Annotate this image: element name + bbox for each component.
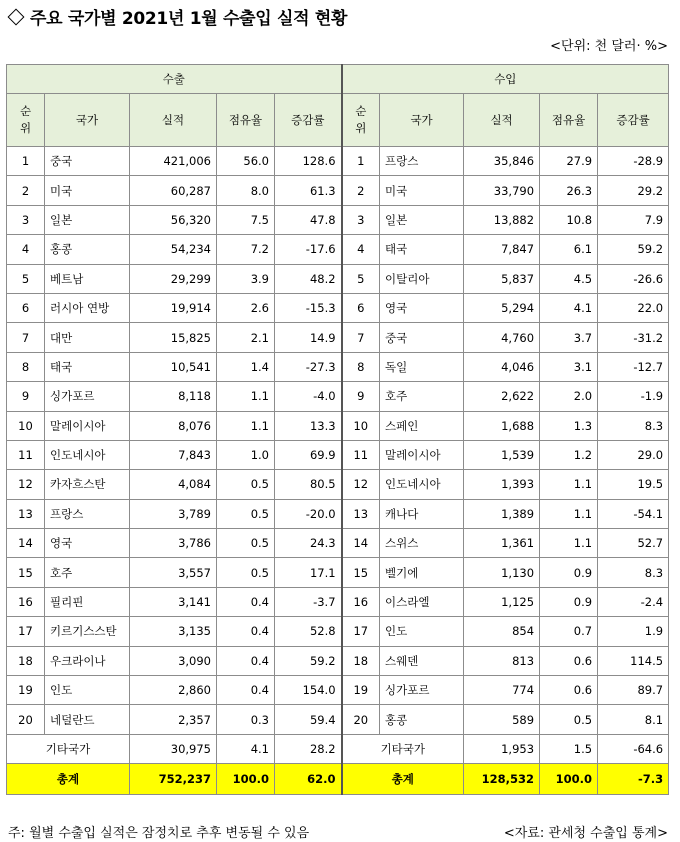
export-amount-cell: 3,786 <box>130 529 217 558</box>
export-share-cell: 0.5 <box>217 558 275 587</box>
import-amount-cell: 1,125 <box>464 587 540 616</box>
import-amount-cell: 774 <box>464 676 540 705</box>
export-country-cell: 대만 <box>45 323 130 352</box>
export-change-cell: 13.3 <box>275 411 342 440</box>
export-change-cell: -17.6 <box>275 235 342 264</box>
total-export-amount: 752,237 <box>130 764 217 795</box>
export-share-cell: 7.2 <box>217 235 275 264</box>
table-row <box>7 676 669 705</box>
import-rank-cell: 7 <box>342 323 380 352</box>
export-amount-cell: 3,789 <box>130 499 217 528</box>
export-country-cell: 카자흐스탄 <box>45 470 130 499</box>
export-amount-header: 실적 <box>130 94 217 147</box>
import-country-cell: 스웨덴 <box>380 646 464 675</box>
others-import-amount: 1,953 <box>464 734 540 763</box>
import-rank-cell: 4 <box>342 235 380 264</box>
table-row <box>7 352 669 381</box>
export-share-cell: 0.4 <box>217 676 275 705</box>
export-share-cell: 1.0 <box>217 440 275 469</box>
export-share-cell: 0.3 <box>217 705 275 734</box>
import-rank-cell: 13 <box>342 499 380 528</box>
import-rank-cell: 19 <box>342 676 380 705</box>
import-change-cell: -54.1 <box>598 499 669 528</box>
export-share-cell: 2.1 <box>217 323 275 352</box>
import-share-cell: 10.8 <box>540 205 598 234</box>
total-import-amount: 128,532 <box>464 764 540 795</box>
import-rank-cell: 20 <box>342 705 380 734</box>
import-amount-cell: 589 <box>464 705 540 734</box>
import-share-cell: 27.9 <box>540 147 598 176</box>
import-change-cell: 29.2 <box>598 176 669 205</box>
export-amount-cell: 54,234 <box>130 235 217 264</box>
others-import-change: -64.6 <box>598 734 669 763</box>
import-amount-cell: 4,760 <box>464 323 540 352</box>
total-export-change: 62.0 <box>275 764 342 795</box>
import-amount-cell: 1,361 <box>464 529 540 558</box>
export-change-cell: -15.3 <box>275 293 342 322</box>
import-share-cell: 6.1 <box>540 235 598 264</box>
table-row <box>7 646 669 675</box>
import-share-cell: 1.2 <box>540 440 598 469</box>
table-row <box>7 705 669 734</box>
export-amount-cell: 15,825 <box>130 323 217 352</box>
rank-header-bottom: 위 <box>355 121 367 135</box>
import-rank-cell: 14 <box>342 529 380 558</box>
table-row <box>7 499 669 528</box>
export-rank-cell: 17 <box>7 617 45 646</box>
export-amount-cell: 8,076 <box>130 411 217 440</box>
import-country-cell: 스위스 <box>380 529 464 558</box>
export-rank-cell: 20 <box>7 705 45 734</box>
import-change-cell: 7.9 <box>598 205 669 234</box>
import-rank-header <box>342 94 380 147</box>
import-change-cell: 19.5 <box>598 470 669 499</box>
import-change-cell: 114.5 <box>598 646 669 675</box>
table-row <box>7 264 669 293</box>
export-country-cell: 중국 <box>45 147 130 176</box>
export-country-header: 국가 <box>45 94 130 147</box>
export-rank-cell: 5 <box>7 264 45 293</box>
export-country-cell: 말레이시아 <box>45 411 130 440</box>
import-country-cell: 프랑스 <box>380 147 464 176</box>
export-rank-cell: 6 <box>7 293 45 322</box>
others-export-amount: 30,975 <box>130 734 217 763</box>
export-rank-cell: 15 <box>7 558 45 587</box>
export-change-cell: 128.6 <box>275 147 342 176</box>
export-rank-cell: 2 <box>7 176 45 205</box>
others-import-share: 1.5 <box>540 734 598 763</box>
export-country-cell: 일본 <box>45 205 130 234</box>
export-share-cell: 1.1 <box>217 382 275 411</box>
source-note: <자료: 관세청 수출입 통계> <box>503 826 668 841</box>
import-share-cell: 0.7 <box>540 617 598 646</box>
export-amount-cell: 19,914 <box>130 293 217 322</box>
import-amount-cell: 13,882 <box>464 205 540 234</box>
import-country-cell: 영국 <box>380 293 464 322</box>
table-row <box>7 411 669 440</box>
import-share-cell: 1.3 <box>540 411 598 440</box>
import-change-cell: 1.9 <box>598 617 669 646</box>
export-change-cell: -3.7 <box>275 587 342 616</box>
others-export-label: 기타국가 <box>7 734 130 763</box>
import-change-cell: 89.7 <box>598 676 669 705</box>
export-share-cell: 1.4 <box>217 352 275 381</box>
import-rank-cell: 12 <box>342 470 380 499</box>
rank-header-bottom: 위 <box>19 121 32 135</box>
export-country-cell: 영국 <box>45 529 130 558</box>
import-rank-cell: 5 <box>342 264 380 293</box>
import-share-cell: 3.1 <box>540 352 598 381</box>
export-change-cell: 24.3 <box>275 529 342 558</box>
others-export-share: 4.1 <box>217 734 275 763</box>
import-change-cell: 8.3 <box>598 558 669 587</box>
import-amount-cell: 33,790 <box>464 176 540 205</box>
export-country-cell: 미국 <box>45 176 130 205</box>
import-share-cell: 2.0 <box>540 382 598 411</box>
import-rank-cell: 15 <box>342 558 380 587</box>
export-rank-cell: 11 <box>7 440 45 469</box>
export-amount-cell: 10,541 <box>130 352 217 381</box>
table-row <box>7 293 669 322</box>
rank-header-top: 순 <box>355 104 367 118</box>
export-change-header: 증감률 <box>275 94 342 147</box>
export-change-cell: 17.1 <box>275 558 342 587</box>
export-amount-cell: 29,299 <box>130 264 217 293</box>
import-country-cell: 벨기에 <box>380 558 464 587</box>
export-share-cell: 0.5 <box>217 470 275 499</box>
export-change-cell: 48.2 <box>275 264 342 293</box>
table-row <box>7 470 669 499</box>
export-rank-cell: 18 <box>7 646 45 675</box>
import-header: 수입 <box>342 65 669 94</box>
import-country-cell: 일본 <box>380 205 464 234</box>
import-rank-cell: 16 <box>342 587 380 616</box>
trade-table <box>6 64 669 795</box>
import-amount-cell: 1,539 <box>464 440 540 469</box>
export-change-cell: 61.3 <box>275 176 342 205</box>
table-row <box>7 176 669 205</box>
import-change-cell: -26.6 <box>598 264 669 293</box>
import-rank-cell: 9 <box>342 382 380 411</box>
export-country-cell: 태국 <box>45 352 130 381</box>
import-amount-cell: 813 <box>464 646 540 675</box>
import-change-cell: 8.1 <box>598 705 669 734</box>
total-import-label: 총계 <box>342 764 464 795</box>
export-country-cell: 싱가포르 <box>45 382 130 411</box>
total-export-label: 총계 <box>7 764 130 795</box>
import-share-cell: 1.1 <box>540 499 598 528</box>
import-country-cell: 호주 <box>380 382 464 411</box>
export-share-cell: 0.4 <box>217 617 275 646</box>
import-amount-cell: 35,846 <box>464 147 540 176</box>
others-row <box>7 734 669 763</box>
import-rank-cell: 17 <box>342 617 380 646</box>
column-header-row <box>7 94 669 147</box>
import-amount-cell: 1,688 <box>464 411 540 440</box>
export-share-cell: 1.1 <box>217 411 275 440</box>
import-share-cell: 26.3 <box>540 176 598 205</box>
export-country-cell: 호주 <box>45 558 130 587</box>
import-amount-cell: 4,046 <box>464 352 540 381</box>
table-row <box>7 147 669 176</box>
export-amount-cell: 2,357 <box>130 705 217 734</box>
import-rank-cell: 1 <box>342 147 380 176</box>
unit-label: <단위: 천 달러· %> <box>550 39 668 54</box>
import-share-header: 점유율 <box>540 94 598 147</box>
export-rank-cell: 7 <box>7 323 45 352</box>
import-share-cell: 4.1 <box>540 293 598 322</box>
import-country-cell: 독일 <box>380 352 464 381</box>
export-share-cell: 0.5 <box>217 529 275 558</box>
export-change-cell: 59.2 <box>275 646 342 675</box>
import-country-cell: 싱가포르 <box>380 676 464 705</box>
total-import-share: 100.0 <box>540 764 598 795</box>
import-rank-cell: 3 <box>342 205 380 234</box>
export-amount-cell: 2,860 <box>130 676 217 705</box>
table-row <box>7 587 669 616</box>
import-change-cell: 59.2 <box>598 235 669 264</box>
export-country-cell: 인도네시아 <box>45 440 130 469</box>
export-rank-cell: 16 <box>7 587 45 616</box>
export-rank-cell: 19 <box>7 676 45 705</box>
page-title <box>6 4 347 29</box>
export-rank-cell: 8 <box>7 352 45 381</box>
total-export-share: 100.0 <box>217 764 275 795</box>
table-row <box>7 323 669 352</box>
table-row <box>7 205 669 234</box>
import-rank-cell: 8 <box>342 352 380 381</box>
others-export-change: 28.2 <box>275 734 342 763</box>
import-share-cell: 1.1 <box>540 529 598 558</box>
import-country-cell: 이스라엘 <box>380 587 464 616</box>
export-change-cell: 47.8 <box>275 205 342 234</box>
export-change-cell: 59.4 <box>275 705 342 734</box>
import-share-cell: 0.6 <box>540 676 598 705</box>
export-share-cell: 3.9 <box>217 264 275 293</box>
export-amount-cell: 60,287 <box>130 176 217 205</box>
total-import-change: -7.3 <box>598 764 669 795</box>
import-rank-cell: 11 <box>342 440 380 469</box>
import-share-cell: 3.7 <box>540 323 598 352</box>
export-amount-cell: 3,090 <box>130 646 217 675</box>
import-amount-cell: 5,837 <box>464 264 540 293</box>
import-rank-cell: 18 <box>342 646 380 675</box>
import-change-cell: 8.3 <box>598 411 669 440</box>
export-share-cell: 0.4 <box>217 646 275 675</box>
page-title-text: 주요 국가별 2021년 1월 수출입 실적 현황 <box>30 9 348 29</box>
export-rank-cell: 1 <box>7 147 45 176</box>
import-amount-cell: 5,294 <box>464 293 540 322</box>
import-country-header: 국가 <box>380 94 464 147</box>
export-amount-cell: 3,141 <box>130 587 217 616</box>
import-amount-cell: 7,847 <box>464 235 540 264</box>
import-amount-cell: 2,622 <box>464 382 540 411</box>
import-change-cell: 22.0 <box>598 293 669 322</box>
export-rank-cell: 14 <box>7 529 45 558</box>
import-change-cell: -12.7 <box>598 352 669 381</box>
export-share-cell: 56.0 <box>217 147 275 176</box>
export-amount-cell: 7,843 <box>130 440 217 469</box>
export-share-cell: 0.5 <box>217 499 275 528</box>
group-header-row <box>7 65 669 94</box>
diamond-icon <box>8 9 25 26</box>
export-amount-cell: 421,006 <box>130 147 217 176</box>
table-row <box>7 235 669 264</box>
export-rank-cell: 9 <box>7 382 45 411</box>
export-country-cell: 키르기스스탄 <box>45 617 130 646</box>
import-amount-cell: 1,130 <box>464 558 540 587</box>
import-amount-cell: 1,393 <box>464 470 540 499</box>
export-rank-cell: 13 <box>7 499 45 528</box>
import-share-cell: 0.6 <box>540 646 598 675</box>
import-change-cell: -28.9 <box>598 147 669 176</box>
import-change-cell: -1.9 <box>598 382 669 411</box>
export-rank-cell: 4 <box>7 235 45 264</box>
import-change-cell: 29.0 <box>598 440 669 469</box>
table-row <box>7 440 669 469</box>
export-country-cell: 홍콩 <box>45 235 130 264</box>
import-country-cell: 이탈리아 <box>380 264 464 293</box>
import-country-cell: 인도네시아 <box>380 470 464 499</box>
export-country-cell: 우크라이나 <box>45 646 130 675</box>
export-change-cell: 14.9 <box>275 323 342 352</box>
export-amount-cell: 4,084 <box>130 470 217 499</box>
export-rank-cell: 3 <box>7 205 45 234</box>
import-country-cell: 태국 <box>380 235 464 264</box>
export-country-cell: 필리핀 <box>45 587 130 616</box>
others-import-label: 기타국가 <box>342 734 464 763</box>
table-row <box>7 382 669 411</box>
export-share-cell: 7.5 <box>217 205 275 234</box>
export-rank-cell: 12 <box>7 470 45 499</box>
import-rank-cell: 6 <box>342 293 380 322</box>
export-share-header: 점유율 <box>217 94 275 147</box>
import-share-cell: 0.9 <box>540 587 598 616</box>
export-amount-cell: 3,557 <box>130 558 217 587</box>
import-amount-cell: 854 <box>464 617 540 646</box>
export-change-cell: 52.8 <box>275 617 342 646</box>
export-country-cell: 러시아 연방 <box>45 293 130 322</box>
import-change-cell: 52.7 <box>598 529 669 558</box>
export-amount-cell: 3,135 <box>130 617 217 646</box>
import-country-cell: 캐나다 <box>380 499 464 528</box>
total-row <box>7 764 669 795</box>
import-country-cell: 인도 <box>380 617 464 646</box>
footnote: 주: 월별 수출입 실적은 잠정치로 추후 변동될 수 있음 <box>8 826 310 841</box>
import-country-cell: 스페인 <box>380 411 464 440</box>
export-country-cell: 네덜란드 <box>45 705 130 734</box>
import-change-cell: -31.2 <box>598 323 669 352</box>
export-share-cell: 2.6 <box>217 293 275 322</box>
export-share-cell: 8.0 <box>217 176 275 205</box>
table-row <box>7 529 669 558</box>
export-country-cell: 프랑스 <box>45 499 130 528</box>
import-country-cell: 미국 <box>380 176 464 205</box>
export-change-cell: 154.0 <box>275 676 342 705</box>
import-amount-header: 실적 <box>464 94 540 147</box>
table-row <box>7 617 669 646</box>
import-share-cell: 0.5 <box>540 705 598 734</box>
import-country-cell: 홍콩 <box>380 705 464 734</box>
import-change-header: 증감률 <box>598 94 669 147</box>
import-amount-cell: 1,389 <box>464 499 540 528</box>
import-share-cell: 0.9 <box>540 558 598 587</box>
export-amount-cell: 8,118 <box>130 382 217 411</box>
import-change-cell: -2.4 <box>598 587 669 616</box>
export-share-cell: 0.4 <box>217 587 275 616</box>
rank-header-top: 순 <box>19 104 32 118</box>
import-country-cell: 말레이시아 <box>380 440 464 469</box>
export-rank-cell: 10 <box>7 411 45 440</box>
import-rank-cell: 10 <box>342 411 380 440</box>
export-change-cell: -4.0 <box>275 382 342 411</box>
export-header: 수출 <box>7 65 342 94</box>
export-change-cell: 80.5 <box>275 470 342 499</box>
export-change-cell: -27.3 <box>275 352 342 381</box>
export-rank-header <box>7 94 45 147</box>
export-amount-cell: 56,320 <box>130 205 217 234</box>
export-change-cell: -20.0 <box>275 499 342 528</box>
export-country-cell: 베트남 <box>45 264 130 293</box>
import-share-cell: 1.1 <box>540 470 598 499</box>
table-row <box>7 558 669 587</box>
export-change-cell: 69.9 <box>275 440 342 469</box>
import-rank-cell: 2 <box>342 176 380 205</box>
import-country-cell: 중국 <box>380 323 464 352</box>
import-share-cell: 4.5 <box>540 264 598 293</box>
export-country-cell: 인도 <box>45 676 130 705</box>
